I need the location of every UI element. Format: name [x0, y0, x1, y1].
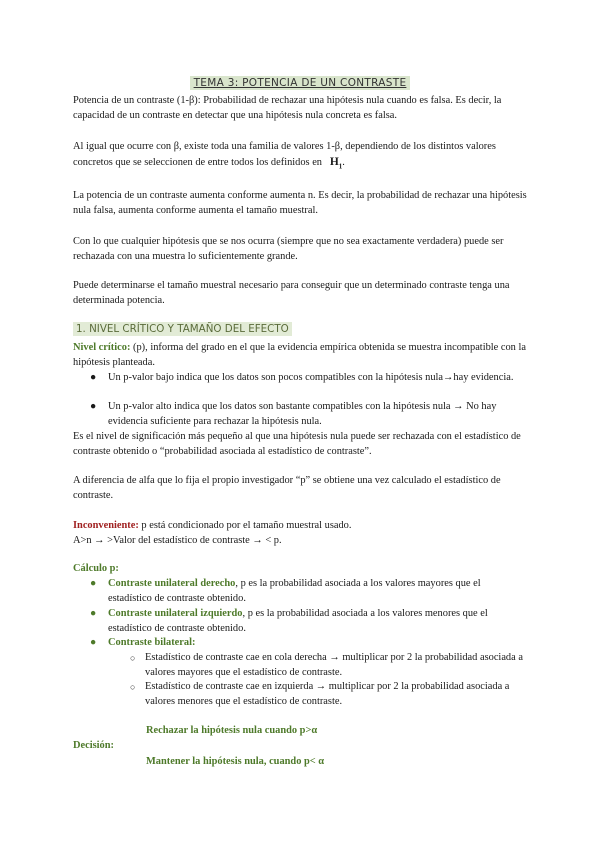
label-inconveniente: Inconveniente:: [73, 520, 139, 531]
decision-mantener: Mantener la hipótesis nula, cuando p< α: [146, 756, 325, 767]
list-item: ● Contraste unilateral izquierdo, p es la probabilidad asociada a los valores menores que el estadístico de contraste obtenido.: [90, 608, 488, 634]
sub-list-item: ○ Estadístico de contraste cae en izquierda → multiplicar por 2 la probabilidad asociada a valores menores que el estadístico de contraste.: [130, 681, 510, 707]
list-item: ● Contraste unilateral derecho, p es la probabilidad asociada a los valores mayores que el estadístico de contraste obtenido.: [90, 578, 481, 604]
paragraph-diferencia-alfa: A diferencia de alfa que lo fija el propio investigador “p” se obtiene una vez calculado el estadístico de contraste.: [73, 475, 501, 501]
circle-bullet-icon: ○: [130, 682, 136, 692]
bullet-icon: ●: [90, 372, 97, 383]
circle-bullet-icon: ○: [130, 653, 136, 663]
list-item: ● Un p-valor bajo indica que los datos son pocos compatibles con la hipótesis nula→hay evidencia.: [92, 371, 522, 386]
list-item: ● Un p-valor alto indica que los datos son bastante compatibles con la hipótesis nula → No hay evidencia suficiente para rechazar la hipótesis nula.: [90, 401, 497, 427]
paragraph-cualquier-hipotesis: Con lo que cualquier hipótesis que se nos ocurra (siempre que no sea exactamente verdadera) puede ser rechazada con una muestra lo suficientemente grande.: [73, 236, 504, 262]
paragraph-familia: Al igual que ocurre con β, existe toda una familia de valores 1-β, dependiendo de los distintos valores concretos que se seleccionen de entre todos los definidos en $H_1$.: [73, 141, 496, 170]
list-item: ● Contraste bilateral:: [92, 636, 522, 651]
decision-label: Decisión:: [73, 740, 114, 751]
paragraph-tamano-muestral: Puede determinarse el tamaño muestral necesario para conseguir que un determinado contraste tenga una determinada potencia.: [73, 280, 510, 306]
paragraph-nivel-critico: Nivel crítico: (p), informa del grado en el que la evidencia empírica obtenida se muestra incompatible con la hipótesis planteada.: [73, 342, 526, 368]
paragraph-potencia: Potencia de un contraste (1-β): Probabilidad de rechazar una hipótesis nula cuando es falsa. Es decir, la capacidad de un contraste en detectar que una hipótesis nula concreta es falsa.: [73, 95, 502, 121]
label-nivel-critico: Nivel crítico:: [73, 342, 131, 353]
paragraph-nivel-significacion: Es el nivel de significación más pequeño al que una hipótesis nula puede ser rechazada con el estadístico de contraste obtenido o “probabilidad asociada al estadístico de contraste”.: [73, 431, 521, 457]
bullet-icon: ●: [90, 401, 97, 412]
decision-rechazar: Rechazar la hipótesis nula cuando p>α: [146, 725, 318, 736]
sub-list-item: ○ Estadístico de contraste cae en cola derecha → multiplicar por 2 la probabilidad asociada a valores mayores que el estadístico de contraste.: [130, 652, 523, 678]
section-heading: 1. NIVEL CRÍTICO Y TAMAÑO DEL EFECTO: [73, 322, 292, 337]
bullet-icon: ●: [90, 637, 97, 648]
bullet-icon: ●: [90, 608, 97, 619]
bullet-icon: ●: [90, 578, 97, 589]
label-calculo-p: Cálculo p:: [73, 563, 119, 574]
h1-symbol: $H_1$: [329, 155, 343, 170]
page-title: TEMA 3: POTENCIA DE UN CONTRASTE: [0, 76, 600, 91]
paragraph-aumenta-n: La potencia de un contraste aumenta conforme aumenta n. Es decir, la probabilidad de rechazar una hipótesis nula falsa, aumenta conforme aumenta el tamaño muestral.: [73, 190, 527, 216]
paragraph-inconveniente: Inconveniente: p está condicionado por el tamaño muestral usado. A>n → >Valor del estadístico de contraste → < p.: [73, 520, 352, 546]
